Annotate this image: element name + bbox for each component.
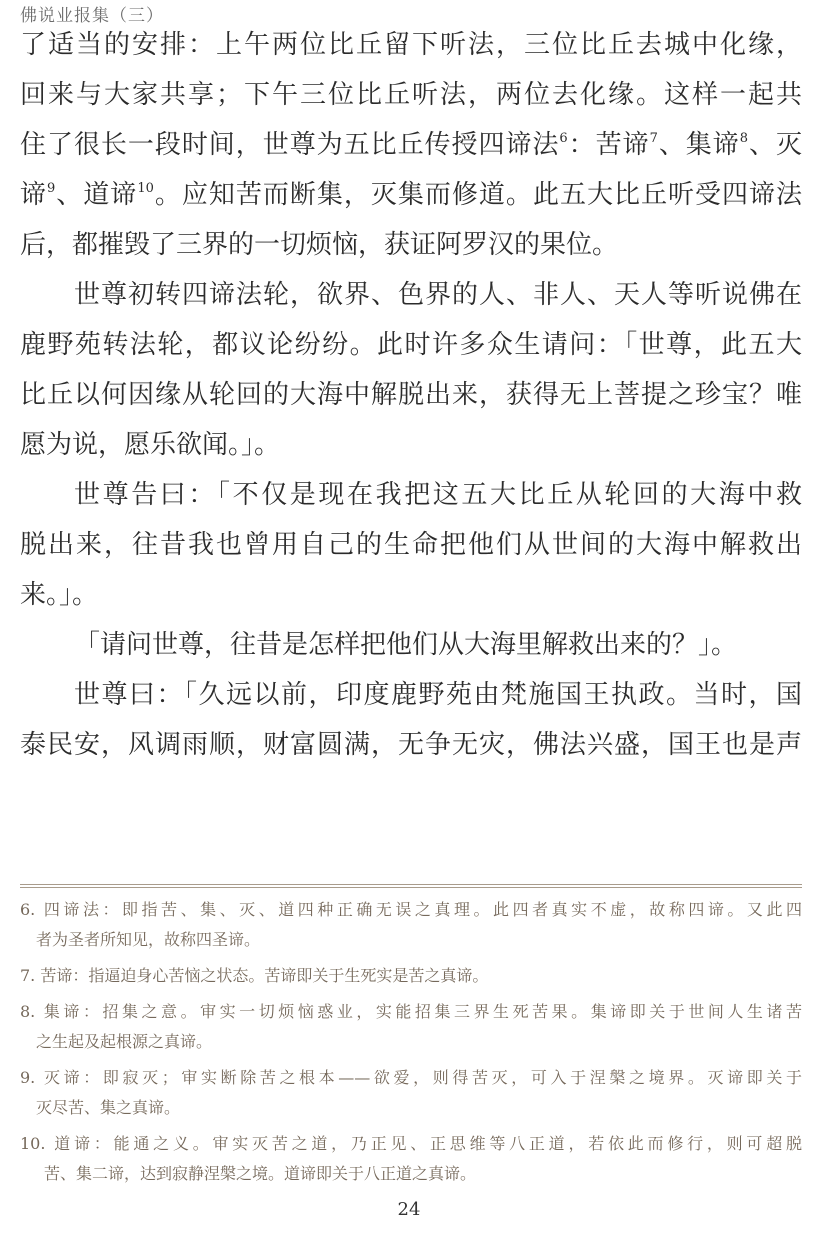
- text-segment: ：苦谛: [567, 130, 650, 160]
- footnote: [20, 961, 802, 991]
- footnote-line: 者为圣者所知见，故称四圣谛。: [36, 930, 261, 949]
- footnote-divider: [20, 884, 802, 888]
- text-line: [20, 220, 802, 270]
- text-segment: 回来与大家共享；下午三位比丘听法，两位去化缘。这样一起共: [20, 80, 802, 110]
- page-number: 24: [397, 1199, 421, 1220]
- text-segment: 泰民安，风调雨顺，财富圆满，无争无灾，佛法兴盛，国王也是声: [20, 730, 802, 760]
- body-text: [20, 20, 802, 770]
- footnote-line: 7. 苦谛：指逼迫身心苦恼之状态。苦谛即关于生死实是苦之真谛。: [20, 966, 489, 985]
- footnote-ref[interactable]: 6: [559, 131, 568, 146]
- text-segment: 愿为说，愿乐欲闻。」。: [20, 430, 281, 460]
- text-segment: 、集谛: [657, 130, 740, 160]
- text-segment: 。应知苦而断集，灭集而修道。此五大比丘听受四谛法: [153, 180, 802, 210]
- text-segment: 「请问世尊，往昔是怎样把他们从大海里解救出来的？」。: [74, 630, 738, 660]
- paragraph: [20, 620, 802, 670]
- footnote-line: 灭尽苦、集之真谛。: [36, 1098, 181, 1117]
- paragraph: [20, 20, 802, 270]
- footnote: [20, 997, 802, 1057]
- text-line: [20, 320, 802, 370]
- text-segment: 世尊告曰：「不仅是现在我把这五大比丘从轮回的大海中救: [74, 480, 802, 510]
- text-line: [20, 620, 802, 670]
- text-line: [20, 370, 802, 420]
- running-header: 佛说业报集（三）: [20, 6, 164, 26]
- footnote: [20, 1063, 802, 1123]
- text-line: [20, 470, 802, 520]
- text-segment: 世尊初转四谛法轮，欲界、色界的人、非人、天人等听说佛在: [74, 280, 802, 310]
- text-line: [20, 520, 802, 570]
- text-line: [20, 70, 802, 120]
- text-segment: 、灭: [748, 130, 802, 160]
- text-segment: 来。」。: [20, 580, 99, 610]
- text-segment: 后，都摧毁了三界的一切烦恼，获证阿罗汉的果位。: [20, 230, 619, 260]
- footnote: [20, 1129, 802, 1189]
- text-line: [20, 720, 802, 770]
- text-line: [20, 670, 802, 720]
- footnote-line: 10. 道谛：能通之义。审实灭苦之道，乃正见、正思维等八正道，若依此而修行，则可超脱: [20, 1134, 802, 1153]
- text-line: [20, 420, 802, 470]
- text-segment: 谛: [20, 180, 48, 210]
- text-segment: 比丘以何因缘从轮回的大海中解脱出来，获得无上菩提之珍宝？唯: [20, 380, 802, 410]
- footnote-line: 9. 灭谛：即寂灭；审实断除苦之根本——欲爱，则得苦灭，可入于涅槃之境界。灭谛即关于: [20, 1068, 802, 1087]
- text-line: [20, 270, 802, 320]
- footnotes: [20, 895, 802, 1195]
- footnote-ref[interactable]: 9: [47, 181, 56, 196]
- footnote-line: 苦、集二谛，达到寂静涅槃之境。道谛即关于八正道之真谛。: [44, 1164, 477, 1183]
- text-line: [20, 120, 802, 170]
- footnote-ref[interactable]: 10: [137, 181, 154, 196]
- paragraph: [20, 470, 802, 620]
- footnote-ref[interactable]: 7: [649, 131, 658, 146]
- footnote-line: 之生起及起根源之真谛。: [36, 1032, 213, 1051]
- footnote-line: 6. 四谛法：即指苦、集、灭、道四种正确无误之真理。此四者真实不虚，故称四谛。又此四: [20, 900, 802, 919]
- text-segment: 鹿野苑转法轮，都议论纷纷。此时许多众生请问：「世尊，此五大: [20, 330, 802, 360]
- text-line: [20, 170, 802, 220]
- paragraph: [20, 670, 802, 770]
- footnote: [20, 895, 802, 955]
- footnote-line: 8. 集谛：招集之意。审实一切烦恼惑业，实能招集三界生死苦果。集谛即关于世间人生诸苦: [20, 1002, 802, 1021]
- text-segment: 住了很长一段时间，世尊为五比丘传授四谛法: [20, 130, 560, 160]
- paragraph: [20, 270, 802, 470]
- text-line: [20, 570, 802, 620]
- text-segment: 脱出来，往昔我也曾用自己的生命把他们从世间的大海中解救出: [20, 530, 802, 560]
- footnote-ref[interactable]: 8: [739, 131, 749, 146]
- text-segment: 世尊曰：「久远以前，印度鹿野苑由梵施国王执政。当时，国: [74, 680, 802, 710]
- text-line: [20, 20, 802, 70]
- text-segment: 、道谛: [55, 180, 138, 210]
- text-segment: 了适当的安排：上午两位比丘留下听法，三位比丘去城中化缘，: [20, 30, 802, 60]
